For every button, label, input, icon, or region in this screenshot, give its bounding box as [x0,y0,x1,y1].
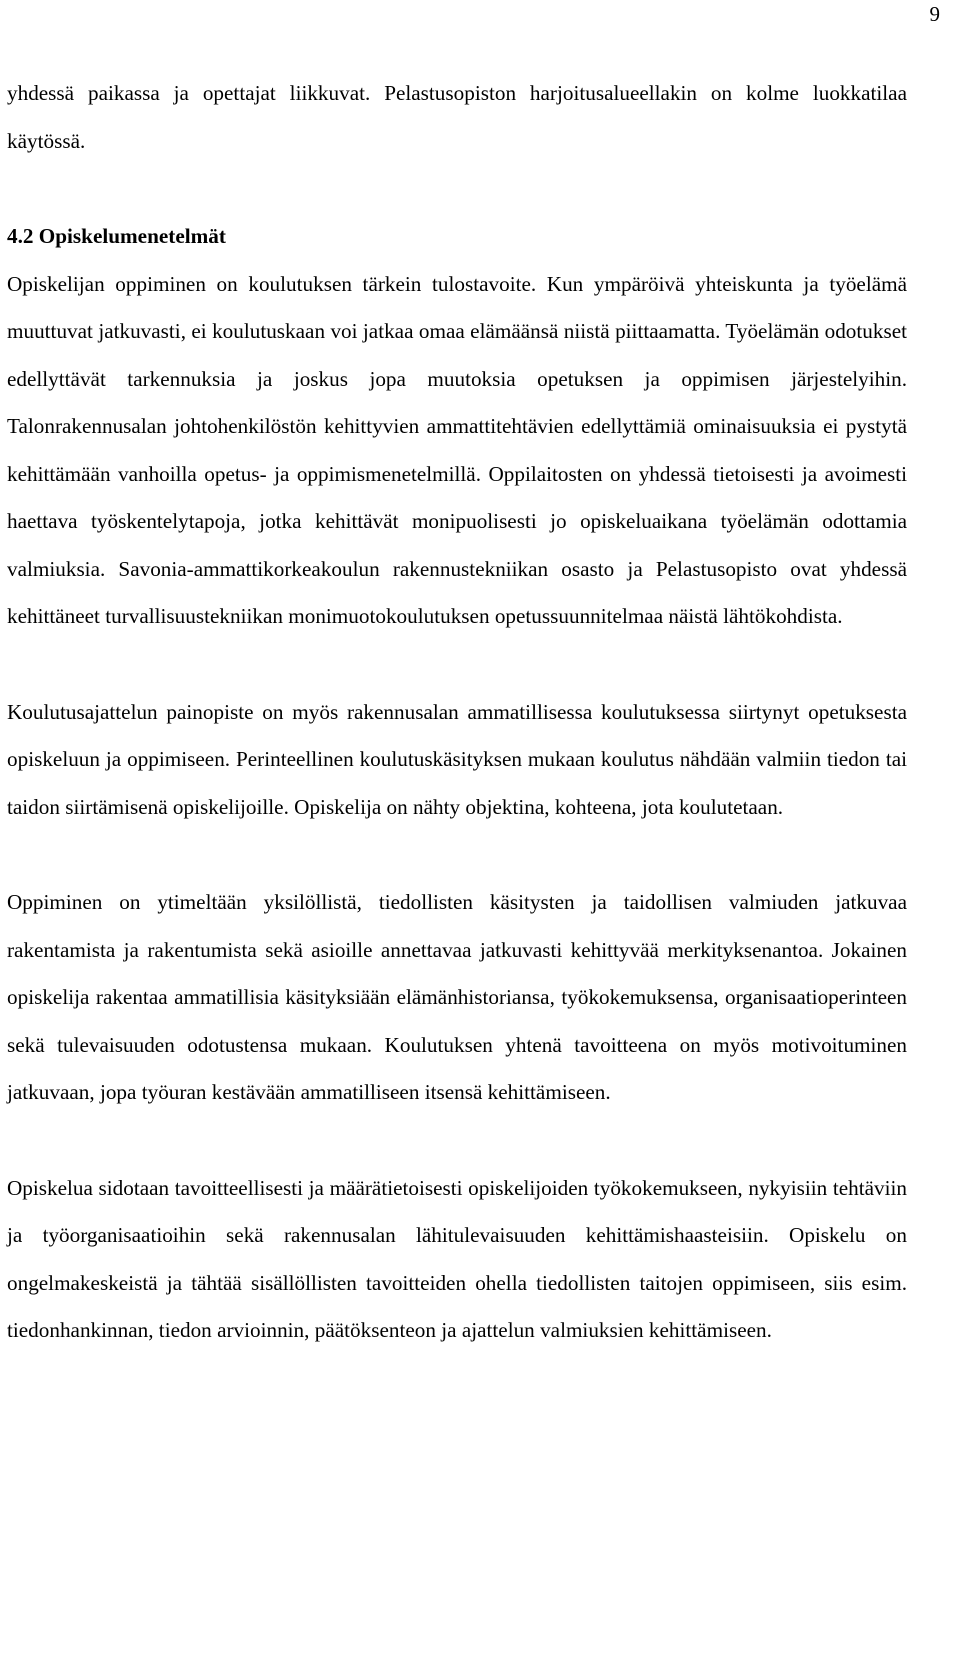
spacer [7,831,907,879]
paragraph: Koulutusajattelun painopiste on myös rakennusalan ammatillisessa koulutuksessa siirtynyt opetuksesta opiskeluun ja oppimiseen. Perinteellinen koulutuskäsityksen mukaan koulutus nähdään valmiin tiedon tai taidon siirtämisenä opiskelijoille. Opiskelija on nähty objektina, kohteena, jota koulutetaan. [7,699,907,819]
page-number: 9 [929,2,940,26]
spacer [7,165,907,213]
spacer [7,1117,907,1165]
paragraph: Opiskelua sidotaan tavoitteellisesti ja määrätietoisesti opiskelijoiden työkokemukseen, nykyisiin tehtäviin ja työorganisaatioihin sekä rakennusalan lähitulevaisuuden kehittämishaasteisiin. Opiskelu on ongelmakeskeistä ja tähtää sisällöllisten tavoitteiden ohella tiedollisten taitojen oppimiseen, siis esim. tiedonhankinnan, tiedon arvioinnin, päätöksenteon ja ajattelun valmiuksien kehittämiseen. [7,1175,907,1342]
document-body [7,70,907,1355]
paragraph: Opiskelijan oppiminen on koulutuksen tärkein tulostavoite. Kun ympäröivä yhteiskunta ja työelämä muuttuvat jatkuvasti, ei koulutuskaan voi jatkaa omaa elämäänsä niistä piittaamatta. Työelämän odotukset edellyttävät tarkennuksia ja joskus jopa muutoksia opetuksen ja oppimisen järjestelyihin. Talonrakennusalan johtohenkilöstön kehittyvien ammattitehtävien edellyttämiä ominaisuuksia ei pystytä kehittämään vanhoilla opetus- ja oppimismenetelmillä. Oppilaitosten on yhdessä tietoisesti ja avoimesti haettava työskentelytapoja, jotka kehittävät monipuolisesti jo opiskeluaikana työelämän odottamia valmiuksia. Savonia-ammattikorkeakoulun rakennustekniikan osasto ja Pelastusopisto ovat yhdessä kehittäneet turvallisuustekniikan monimuotokoulutuksen opetussuunnitelmaa näistä lähtökohdista. [7,271,907,628]
intro-paragraph: yhdessä paikassa ja opettajat liikkuvat. Pelastusopiston harjoitusalueellakin on kolme luokkatilaa käytössä. [7,81,907,153]
paragraph: Oppiminen on ytimeltään yksilöllistä, tiedollisten käsitysten ja taidollisen valmiuden jatkuvaa rakentamista ja rakentumista sekä asioille annettavaa jatkuvasti kehittyvää merkityksenantoa. Jokainen opiskelija rakentaa ammatillisia käsityksiään elämänhistoriansa, työkokemuksensa, organisaatioperinteen sekä tulevaisuuden odotustensa mukaan. Koulutuksen yhtenä tavoitteena on myös motivoituminen jatkuvaan, jopa työuran kestävään ammatilliseen itsensä kehittämiseen. [7,890,907,1104]
spacer [7,641,907,689]
section-heading: 4.2 Opiskelumenetelmät [7,224,226,248]
